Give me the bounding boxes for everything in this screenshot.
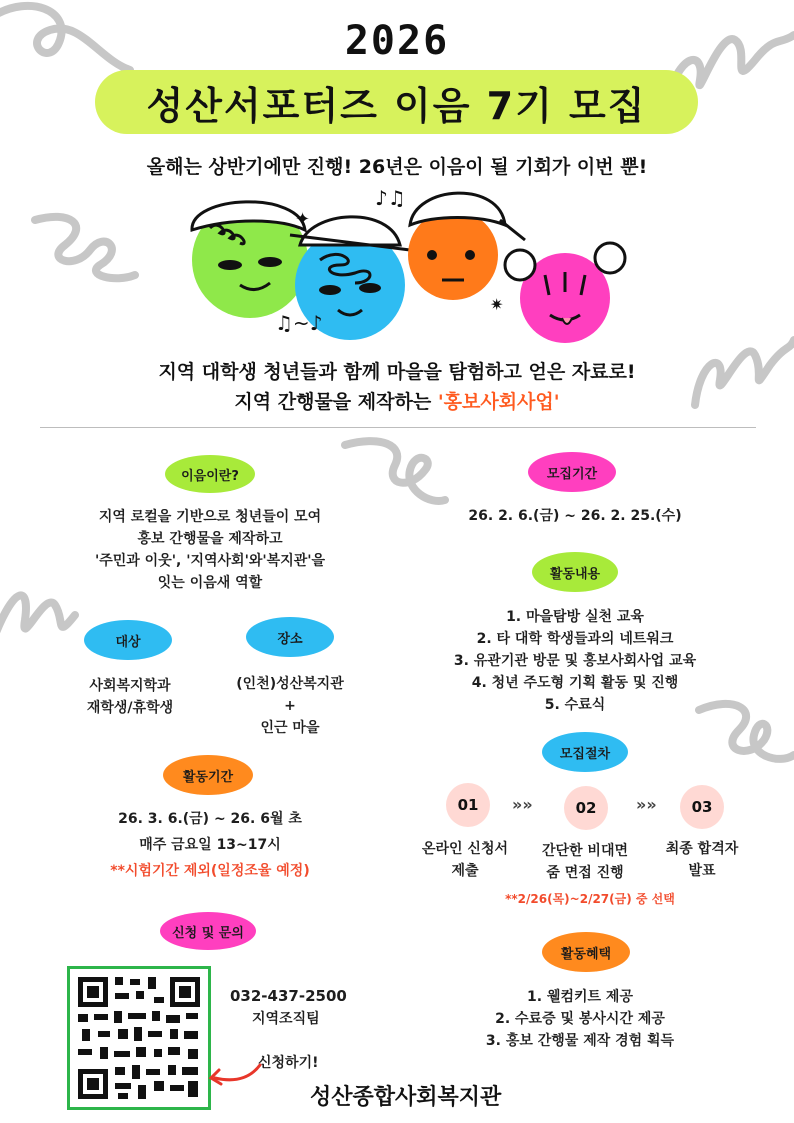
- list-item: 4. 청년 주도형 기획 활동 및 진행: [471, 675, 679, 691]
- step-3-text: 최종 합격자 발표: [665, 841, 739, 879]
- label-period: 활동기간: [163, 755, 253, 795]
- period-description: 26. 3. 6.(금) ~ 26. 6월 초 매주 금요일 13~17시 **시험기간 제외(일정조율 예정): [60, 806, 360, 884]
- ieum-description: 지역 로컬을 기반으로 청년들이 모여 홍보 간행물을 제작하고 '주민과 이웃', '지역사회'와'복지관'을 잇는 이음새 역할: [94, 509, 326, 591]
- intro-line-2: 지역 간행물을 제작하는 '홍보사회사업': [234, 391, 560, 413]
- subtitle: 올해는 상반기에만 진행! 26년은 이음이 될 기회가 이번 뿐!: [146, 156, 648, 178]
- title-banner: [95, 70, 698, 134]
- step-1-text: 온라인 신청서 제출: [421, 841, 509, 879]
- place-description: (인천)성산복지관 + 인근 마을: [236, 676, 344, 736]
- contact-team: 지역조직팀: [252, 1011, 320, 1027]
- activities-list: [420, 606, 730, 716]
- step-3-badge: 03: [680, 785, 724, 829]
- step-2-text: 간단한 비대면 줌 면접 진행: [541, 843, 629, 881]
- squiggle-decoration-left-mid: [30, 205, 140, 285]
- qr-code[interactable]: [67, 966, 211, 1110]
- period-note: **시험기간 제외(일정조율 예정): [110, 863, 310, 879]
- year-heading: 2026: [344, 18, 450, 64]
- sparkle-icon: ✷: [490, 295, 504, 314]
- orange-face: [408, 210, 498, 300]
- label-process: 모집절차: [542, 732, 628, 772]
- label-benefits: 활동혜택: [542, 932, 630, 972]
- divider: [40, 427, 756, 428]
- qr-code-pattern: [70, 969, 208, 1107]
- step-arrow-icon: »»: [512, 795, 533, 814]
- organization-name: 성산종합사회복지관: [310, 1085, 502, 1110]
- apply-label[interactable]: 신청하기!: [258, 1055, 319, 1071]
- process-note: **2/26(목)~2/27(금) 중 선택: [505, 892, 675, 906]
- music-note-icon: ♪♫: [375, 186, 406, 210]
- highlight-text: '홍보사회사업': [437, 391, 560, 413]
- label-ieum: 이음이란?: [165, 455, 255, 493]
- list-item: 1. 마을탐방 실천 교육: [506, 609, 644, 625]
- recruit-period-text: 26. 2. 6.(금) ~ 26. 2. 25.(수): [468, 508, 682, 524]
- list-item: 3. 홍보 간행물 제작 경험 획득: [485, 1033, 675, 1049]
- curved-arrow-icon: [205, 1060, 265, 1090]
- intro-text: [0, 357, 794, 417]
- page-title: 성산서포터즈 이음 7기 모집: [146, 83, 647, 128]
- list-item: 1. 웰컴키트 제공: [527, 989, 633, 1005]
- step-2-badge: 02: [564, 786, 608, 830]
- contact-phone[interactable]: 032-437-2500: [230, 987, 347, 1005]
- label-activities: 활동내용: [532, 552, 618, 592]
- music-note-icon: ♫~♪: [275, 311, 323, 335]
- list-item: 3. 유관기관 방문 및 홍보사회사업 교육: [453, 653, 697, 669]
- faces-illustration: [170, 180, 640, 350]
- step-1-badge: 01: [446, 783, 490, 827]
- list-item: 2. 수료증 및 봉사시간 제공: [495, 1011, 665, 1027]
- step-arrow-icon: »»: [636, 795, 657, 814]
- label-recruit-period: 모집기간: [528, 452, 616, 492]
- benefits-list: [440, 986, 720, 1052]
- target-description: 사회복지학과 재학생/휴학생: [86, 678, 174, 716]
- label-place: 장소: [246, 617, 334, 657]
- list-item: 2. 타 대학 학생들과의 네트워크: [476, 631, 674, 647]
- sparkle-icon: ✦: [295, 209, 311, 230]
- squiggle-decoration-center: [340, 430, 450, 510]
- label-contact: 신청 및 문의: [160, 912, 256, 950]
- label-target: 대상: [84, 620, 172, 660]
- intro-line-1: 지역 대학생 청년들과 함께 마을을 탐험하고 얻은 자료로!: [158, 361, 636, 383]
- list-item: 5. 수료식: [544, 697, 606, 713]
